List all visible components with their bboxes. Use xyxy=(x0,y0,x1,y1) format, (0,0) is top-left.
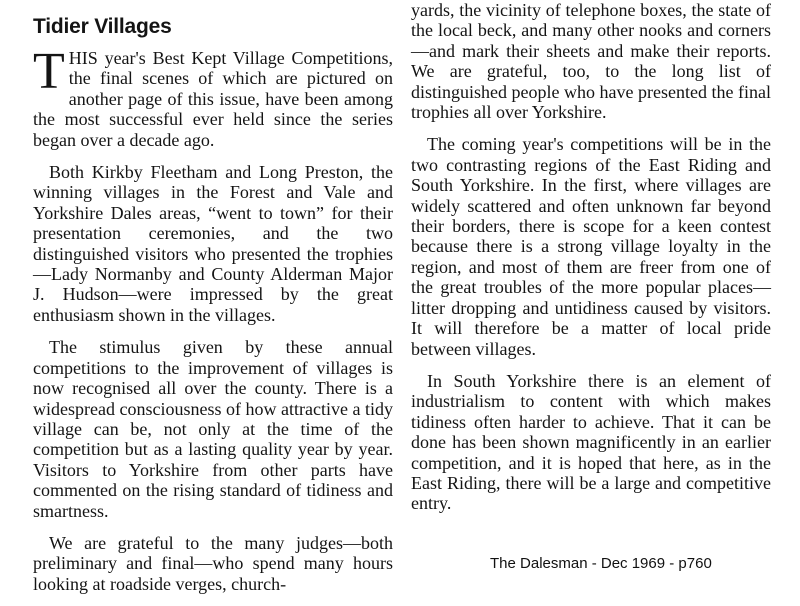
paragraph-1 xyxy=(33,43,393,150)
paragraph-4-continued: yards, the vicinity of telephone boxes, the state of the local beck, and many other nooks and corners—and mark their sheets and make their reports. We are grateful, too, to the long list of distinguished people who have presented the final trophies all over Yorkshire. xyxy=(411,0,771,123)
paragraph-6: In South Yorkshire there is an element of industrialism to content with which makes tidiness often harder to achieve. That it can be done has been shown magnificently in an earlier competition, and it is hoped that here, as in the East Riding, there will be a large and competitive entry. xyxy=(411,370,771,514)
source-caption: The Dalesman - Dec 1969 - p760 xyxy=(490,555,712,572)
paragraph-3: The stimulus given by these annual competitions to the improvement of villages is now recognised all over the county. There is a widespread consciousness of how attractive a tidy village can be, not only at the time of the competition but as a lasting quality year by year. Visitors to Yorkshire from other parts have commented on the rising standard of tidiness and smartness. xyxy=(33,337,393,521)
paragraph-1-text: year's Best Kept Village Competitions, the final scenes of which are pictured on another page of this issue, have been among the most successful ever held since the series began over a decade ago. xyxy=(33,48,393,150)
left-column xyxy=(33,0,393,606)
article-title: Tidier Villages xyxy=(33,15,172,38)
paragraph-1-lead: HIS xyxy=(68,48,98,68)
drop-cap: T xyxy=(33,43,65,100)
right-column xyxy=(411,0,771,526)
paragraph-2: Both Kirkby Fleetham and Long Preston, the winning villages in the Forest and Vale and Yorkshire Dales areas, “went to town” for their presentation ceremonies, and the two distinguished visitors who presented the trophies—Lady Normanby and County Alderman Major J. Hudson—were impressed by the great enthusiasm shown in the villages. xyxy=(33,162,393,325)
paragraph-5: The coming year's competitions will be in the two contrasting regions of the East Riding and South Yorkshire. In the first, where villages are widely scattered and often unknown far beyond their borders, there is scope for a keen contest because there is a strong village loyalty in the region, and most of them are freer from one of the great troubles of the more popular places—litter dropping and untidiness caused by visitors. It will therefore be a matter of local pride between villages. xyxy=(411,134,771,359)
paragraph-4-start: We are grateful to the many judges—both preliminary and final—who spend many hours looking at roadside verges, church- xyxy=(33,532,393,594)
